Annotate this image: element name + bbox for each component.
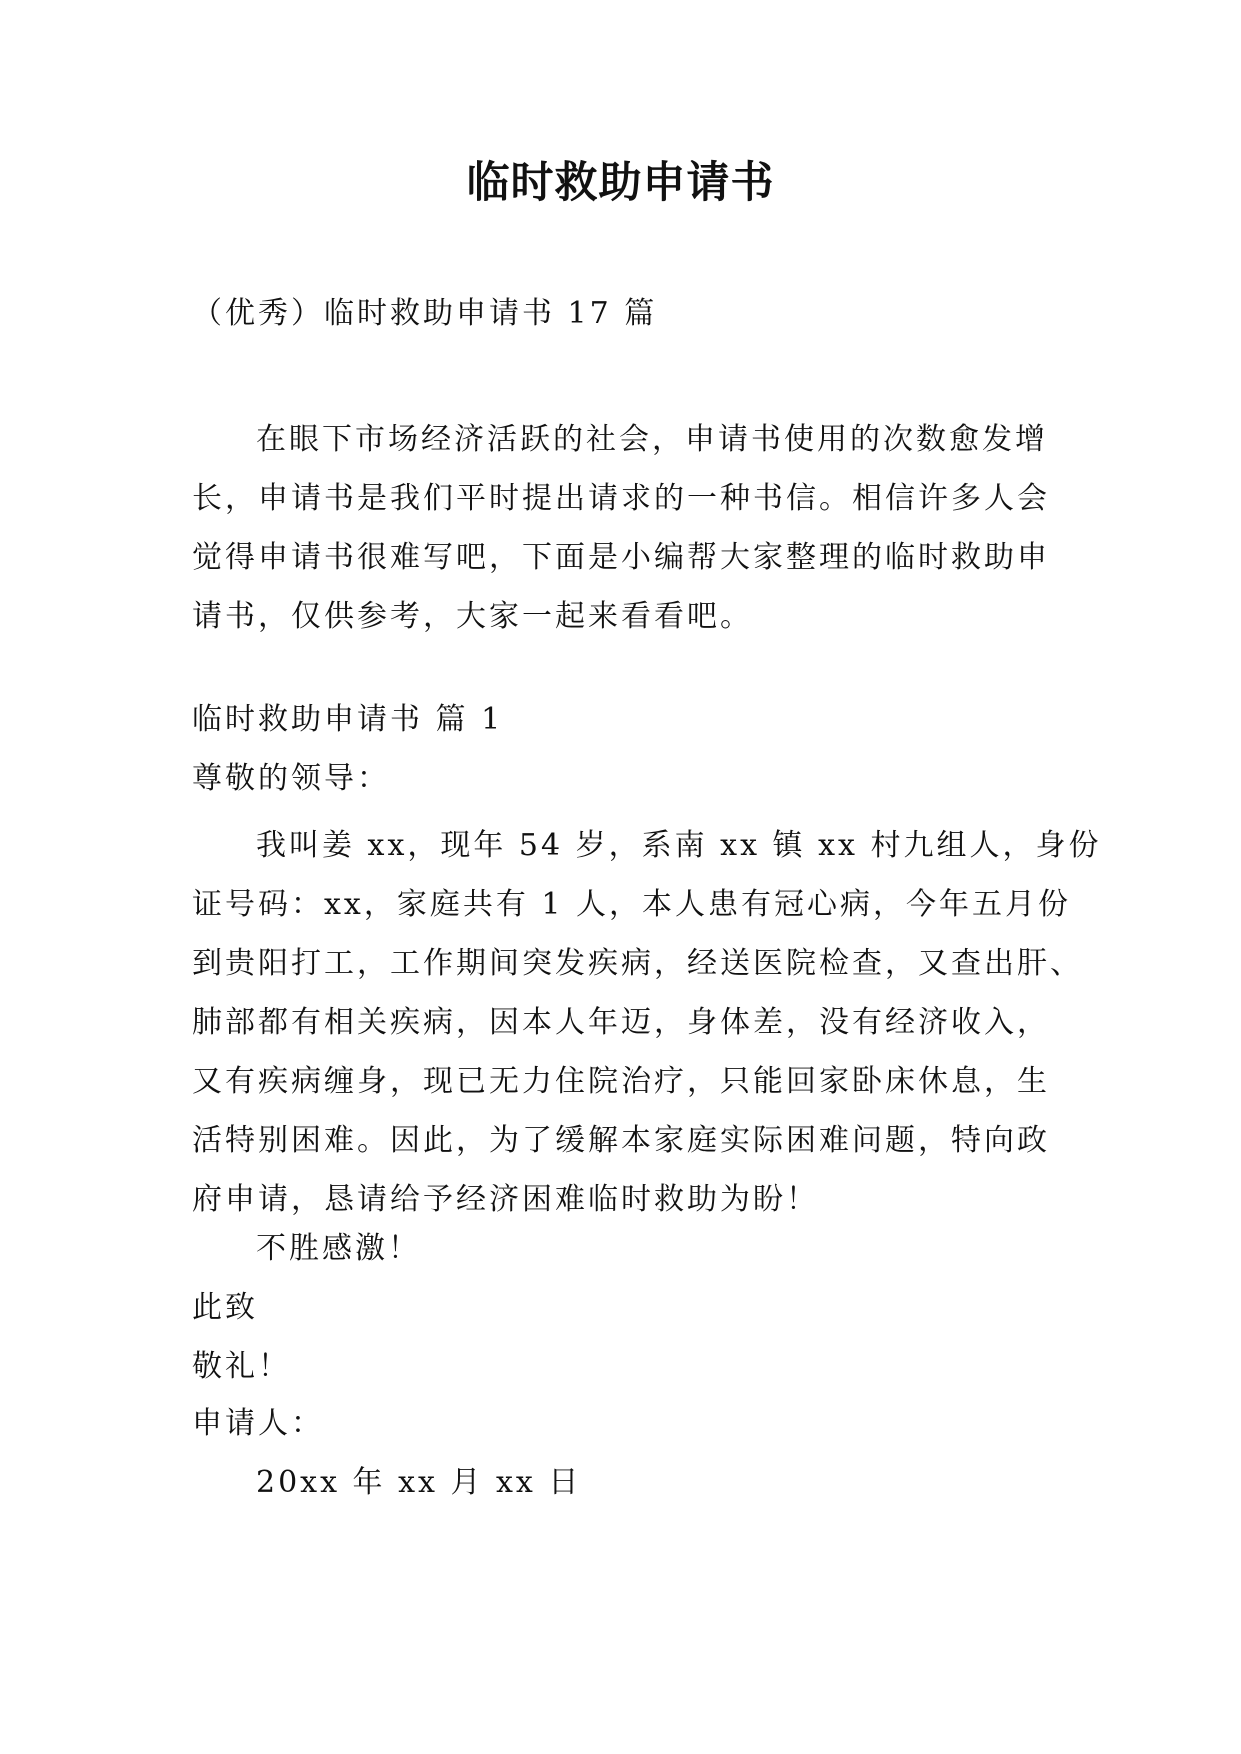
intro-line: 觉得申请书很难写吧，下面是小编帮大家整理的临时救助申 bbox=[192, 540, 1050, 575]
letter-date: 20xx 年 xx 月 xx 日 bbox=[256, 1465, 582, 1500]
body-line: 证号码：xx，家庭共有 1 人，本人患有冠心病，今年五月份 bbox=[192, 887, 1071, 922]
intro-line: 请书，仅供参考，大家一起来看看吧。 bbox=[192, 599, 753, 634]
applicant-label: 申请人： bbox=[192, 1406, 324, 1441]
intro-line: 在眼下市场经济活跃的社会，申请书使用的次数愈发增 bbox=[256, 422, 1048, 457]
body-line: 到贵阳打工，工作期间突发疾病，经送医院检查，又查出肝、 bbox=[192, 946, 1083, 981]
letter-closing-cizhi: 此致 bbox=[192, 1290, 258, 1325]
letter-body bbox=[192, 816, 1102, 1229]
letter-closing-jingli: 敬礼！ bbox=[192, 1349, 291, 1384]
intro-line: 长，申请书是我们平时提出请求的一种书信。相信许多人会 bbox=[192, 481, 1050, 516]
letter-thanks: 不胜感激！ bbox=[256, 1231, 421, 1266]
body-line: 又有疾病缠身，现已无力住院治疗，只能回家卧床休息，生 bbox=[192, 1064, 1050, 1099]
section-heading: 临时救助申请书 篇 1 bbox=[192, 702, 504, 737]
body-line: 肺部都有相关疾病，因本人年迈，身体差，没有经济收入， bbox=[192, 1005, 1050, 1040]
document-title: 临时救助申请书 bbox=[466, 158, 775, 208]
intro-paragraph bbox=[192, 410, 1052, 646]
document-subtitle: （优秀）临时救助申请书 17 篇 bbox=[192, 296, 658, 331]
body-line: 府申请，恳请给予经济困难临时救助为盼！ bbox=[192, 1182, 819, 1217]
body-line: 我叫姜 xx，现年 54 岁，系南 xx 镇 xx 村九组人，身份 bbox=[256, 828, 1102, 863]
letter-greeting: 尊敬的领导： bbox=[192, 761, 390, 796]
body-line: 活特别困难。因此，为了缓解本家庭实际困难问题，特向政 bbox=[192, 1123, 1050, 1158]
